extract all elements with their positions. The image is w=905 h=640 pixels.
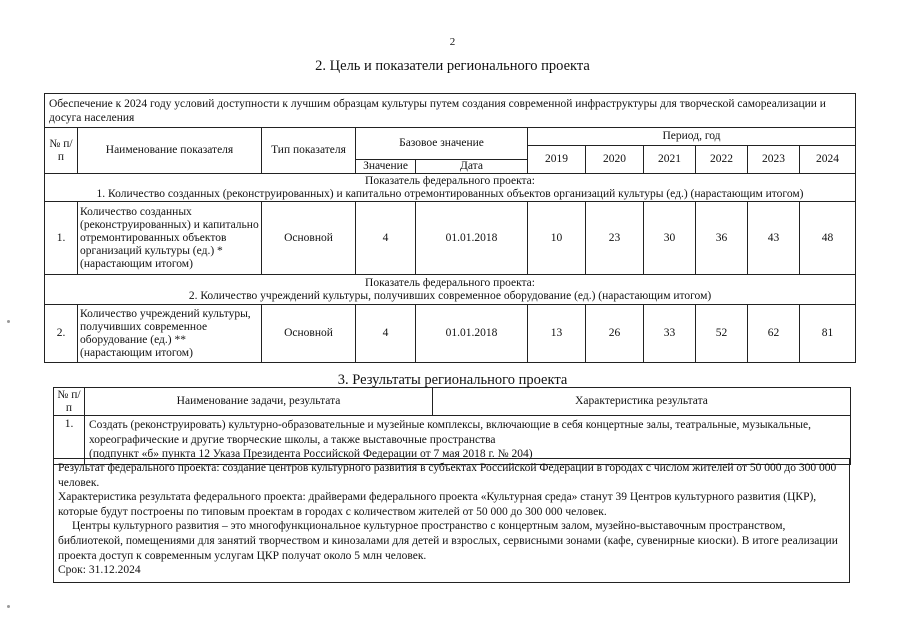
indicator-value: 26: [586, 305, 644, 363]
results-header-name: Наименование задачи, результата: [85, 388, 433, 416]
indicator-value: 52: [696, 305, 748, 363]
indicator-type: Основной: [262, 202, 356, 275]
result-description: [54, 459, 850, 583]
indicator-value: 43: [748, 202, 800, 275]
indicator-group-title: 2. Количество учреждений культуры, получивших современное оборудование (ед.) (нарастающим итогом): [188, 289, 712, 302]
task-num: 1.: [54, 416, 85, 465]
header-base-value-date: Дата: [416, 160, 528, 174]
header-indicator-name: Наименование показателя: [78, 128, 262, 174]
indicator-value: 62: [748, 305, 800, 363]
federal-result-characteristic: Характеристика результата федерального проекта: драйверами федерального проекта «Культурная среда» станут 39 Центров культурного развития (ЦКР), которые будут построены по типовым проектам в городах с количеством жителей от 50 000 до 300 000 человек.: [58, 491, 817, 518]
indicator-value: 30: [644, 202, 696, 275]
page-number: 2: [449, 36, 456, 48]
indicator-value: 36: [696, 202, 748, 275]
indicator-value: 10: [528, 202, 586, 275]
header-num: № п/п: [45, 128, 78, 174]
header-year: 2023: [748, 146, 800, 174]
header-base-value: Базовое значение: [356, 128, 528, 160]
project-goal: Обеспечение к 2024 году условий доступности к лучшим образцам культуры путем создания современной инфраструктуры для творческой самореализации и досуга населения: [45, 94, 856, 128]
indicator-type: Основной: [262, 305, 356, 363]
header-indicator-type: Тип показателя: [262, 128, 356, 174]
section-2-title: 2. Цель и показатели регионального проекта: [315, 58, 590, 74]
header-period: Период, год: [528, 128, 856, 146]
indicator-group-header: [45, 275, 856, 305]
indicator-value: 13: [528, 305, 586, 363]
indicator-group-heading: Показатель федерального проекта:: [365, 174, 535, 187]
indicator-group-heading: Показатель федерального проекта:: [365, 276, 535, 289]
result-description-table: [53, 458, 850, 583]
header-base-value-value: Значение: [356, 160, 416, 174]
indicator-value: 48: [800, 202, 856, 275]
indicator-name: Количество учреждений культуры, получивших современное оборудование (ед.) ** (нарастающим итогом): [78, 305, 262, 363]
header-year: 2022: [696, 146, 748, 174]
cultural-centers-description: Центры культурного развития – это многофункциональное культурное пространство с концертным залом, музейно-выставочным пространством, библиотекой, помещениями для занятий творчеством и кинозалами для детей и взрослых, сервисными зонами (кафе, сувенирные киоски). В итоге реализации проекта доступ к современным услугам ЦКР получат около 5 млн человек.: [58, 520, 838, 562]
indicator-num: 1.: [45, 202, 78, 275]
section-3-title: 3. Результаты регионального проекта: [337, 372, 568, 388]
header-year: 2019: [528, 146, 586, 174]
indicator-base-value: 4: [356, 305, 416, 363]
indicator-base-date: 01.01.2018: [416, 305, 528, 363]
results-header-num: № п/п: [54, 388, 85, 416]
results-table: [53, 387, 851, 465]
header-year: 2024: [800, 146, 856, 174]
indicator-value: 33: [644, 305, 696, 363]
indicator-value: 81: [800, 305, 856, 363]
federal-result: Результат федерального проекта: создание центров культурного развития в субъектах Российской Федерации в городах с числом жителей от 50 000 до 300 000 человек.: [58, 462, 837, 489]
indicator-num: 2.: [45, 305, 78, 363]
task-cell: [85, 416, 851, 465]
indicator-group-title: 1. Количество созданных (реконструированных) и капитально отремонтированных объектов организаций культуры (ед.) (нарастающим итогом): [96, 187, 804, 200]
indicator-value: 23: [586, 202, 644, 275]
header-year: 2020: [586, 146, 644, 174]
indicator-row: [45, 202, 856, 275]
results-header-characteristic: Характеристика результата: [433, 388, 851, 416]
task-note: (подпункт «б» пункта 12 Указа Президента Российской Федерации от 7 мая 2018 г. № 204): [89, 448, 533, 461]
task-row: [54, 416, 851, 465]
indicators-table: [44, 93, 856, 363]
task-text: Создать (реконструировать) культурно-образовательные и музейные комплексы, включающие в себя концертные залы, театральные, музыкальные, хореографические и другие творческие школы, а также выставочные пространства: [89, 419, 812, 446]
result-deadline: Срок: 31.12.2024: [58, 564, 141, 577]
scan-dot: [7, 605, 10, 608]
indicator-base-value: 4: [356, 202, 416, 275]
header-year: 2021: [644, 146, 696, 174]
indicator-group-header: [45, 174, 856, 202]
indicator-name: Количество созданных (реконструированных) и капитально отремонтированных объектов организаций культуры (ед.) * (нарастающим итогом): [78, 202, 262, 275]
scan-dot: [7, 320, 10, 323]
indicator-base-date: 01.01.2018: [416, 202, 528, 275]
indicator-row: [45, 305, 856, 363]
